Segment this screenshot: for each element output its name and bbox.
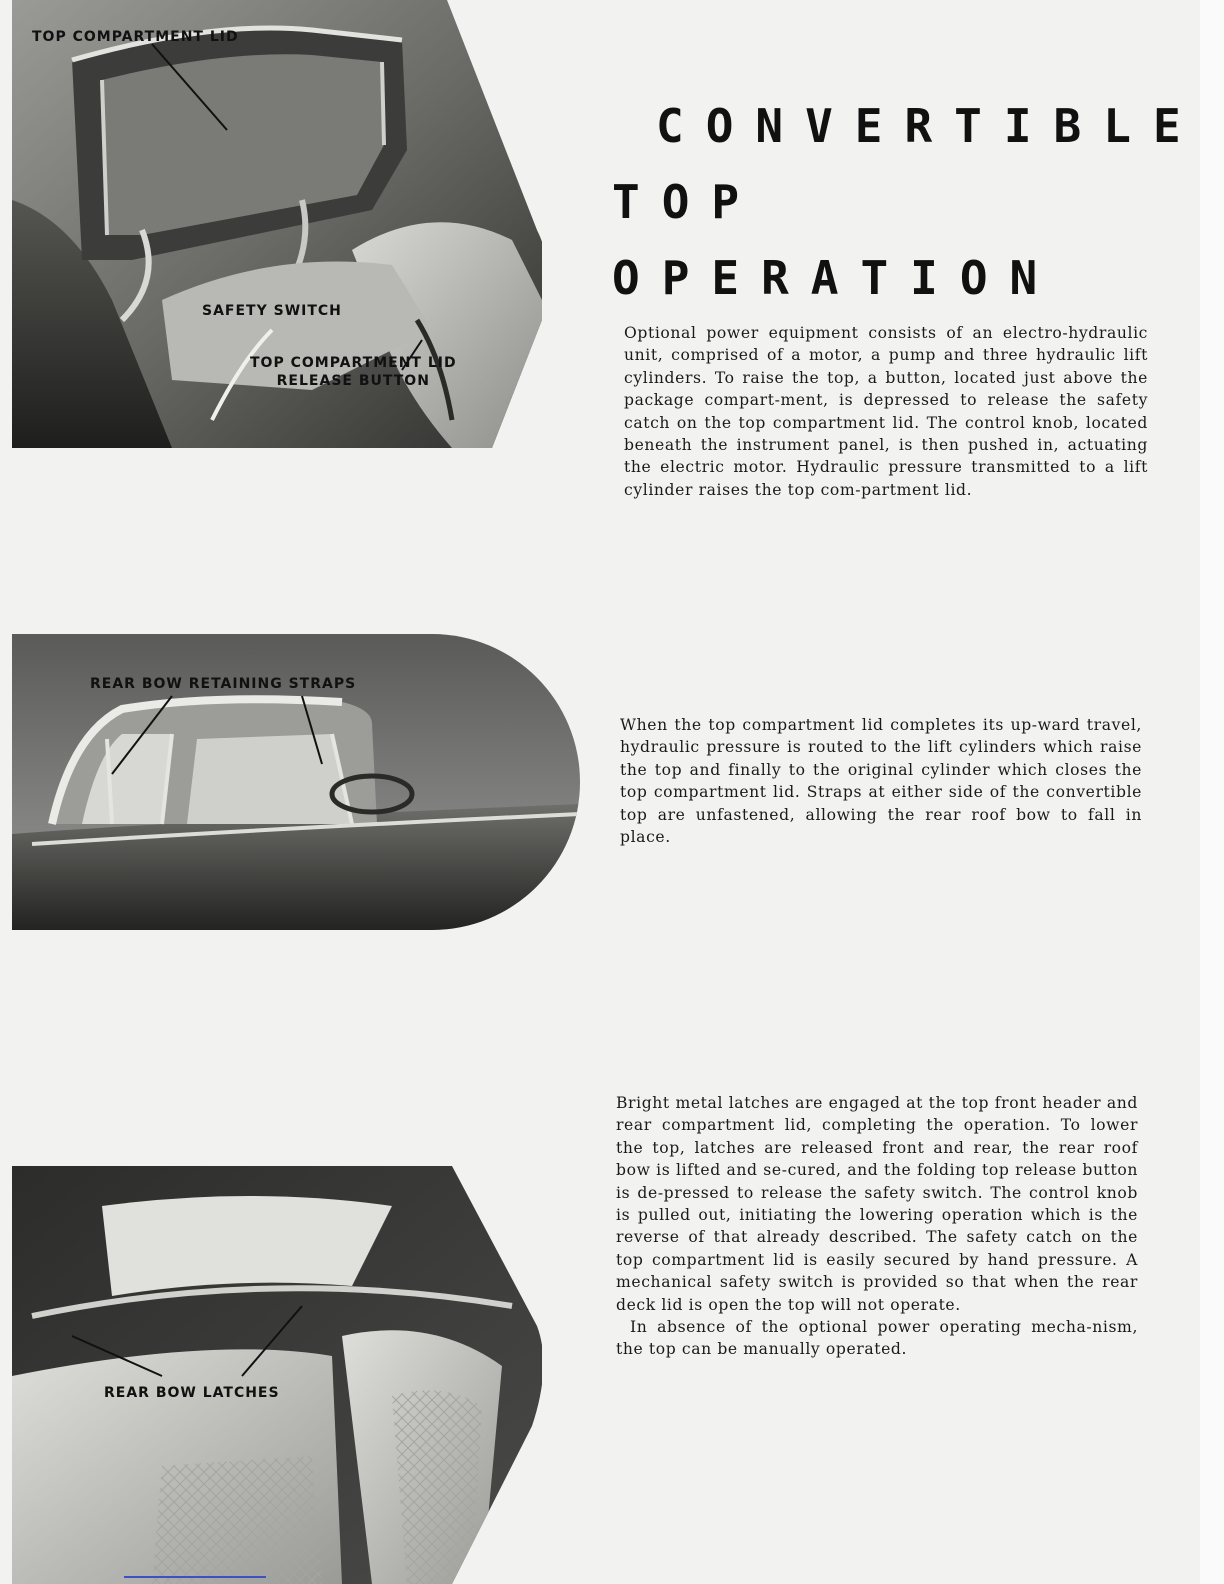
label-rear-bow-latches: REAR BOW LATCHES bbox=[104, 1385, 280, 1401]
page-title bbox=[612, 88, 1203, 316]
photo-rear-bow-straps bbox=[12, 634, 580, 930]
bottom-underline bbox=[124, 1576, 266, 1578]
paragraph-1-text: Optional power equipment consists of an electro-hydraulic unit, comprised of a motor, a pump and three hydraulic lift cylinders. To raise the top, a button, located just above the package compart-ment, is depressed to release the safety catch on the top compartment lid. The control knob, located beneath the instrument panel, is then pushed in, actuating the electric motor. Hydraulic pressure transmitted to a lift cylinder raises the top com-partment lid. bbox=[624, 324, 1148, 499]
page-edge bbox=[1200, 0, 1224, 1584]
title-line-1: CONVERTIBLE bbox=[656, 99, 1203, 153]
title-line-2: TOP OPERATION bbox=[612, 175, 1060, 305]
photo-top-compartment bbox=[12, 0, 542, 448]
photo-rear-bow-latches bbox=[12, 1166, 542, 1584]
paragraph-2 bbox=[620, 714, 1142, 848]
paragraph-3-text: Bright metal latches are engaged at the top front header and rear compartment lid, completing the operation. To lower the top, latches are released front and rear, the rear roof bow is lifted and se-cured, and the folding top release button is de-pressed to release the safety switch. The control knob is pulled out, initiating the lowering operation which is the reverse of that already described. The safety catch on the top compartment lid is easily secured by hand pressure. A mechanical safety switch is provided so that when the rear deck lid is open the top will not operate. bbox=[616, 1094, 1138, 1314]
label-top-compartment-lid: TOP COMPARTMENT LID bbox=[32, 29, 239, 45]
paragraph-3 bbox=[616, 1092, 1138, 1361]
label-rear-bow-retaining-straps: REAR BOW RETAINING STRAPS bbox=[90, 676, 357, 692]
paragraph-4-text: In absence of the optional power operating mecha-nism, the top can be manually operated. bbox=[616, 1318, 1138, 1359]
paragraph-2-text: When the top compartment lid completes its up-ward travel, hydraulic pressure is routed to the lift cylinders which raise the top and finally to the original cylinder which closes the top compartment lid. Straps at either side of the convertible top are unfastened, allowing the rear roof bow to fall in place. bbox=[620, 716, 1142, 847]
paragraph-1 bbox=[624, 322, 1148, 501]
label-release-line-1: TOP COMPARTMENT LID bbox=[250, 355, 457, 371]
label-release-button bbox=[250, 354, 457, 390]
label-safety-switch: SAFETY SWITCH bbox=[202, 303, 342, 319]
label-release-line-2: RELEASE BUTTON bbox=[276, 373, 430, 389]
